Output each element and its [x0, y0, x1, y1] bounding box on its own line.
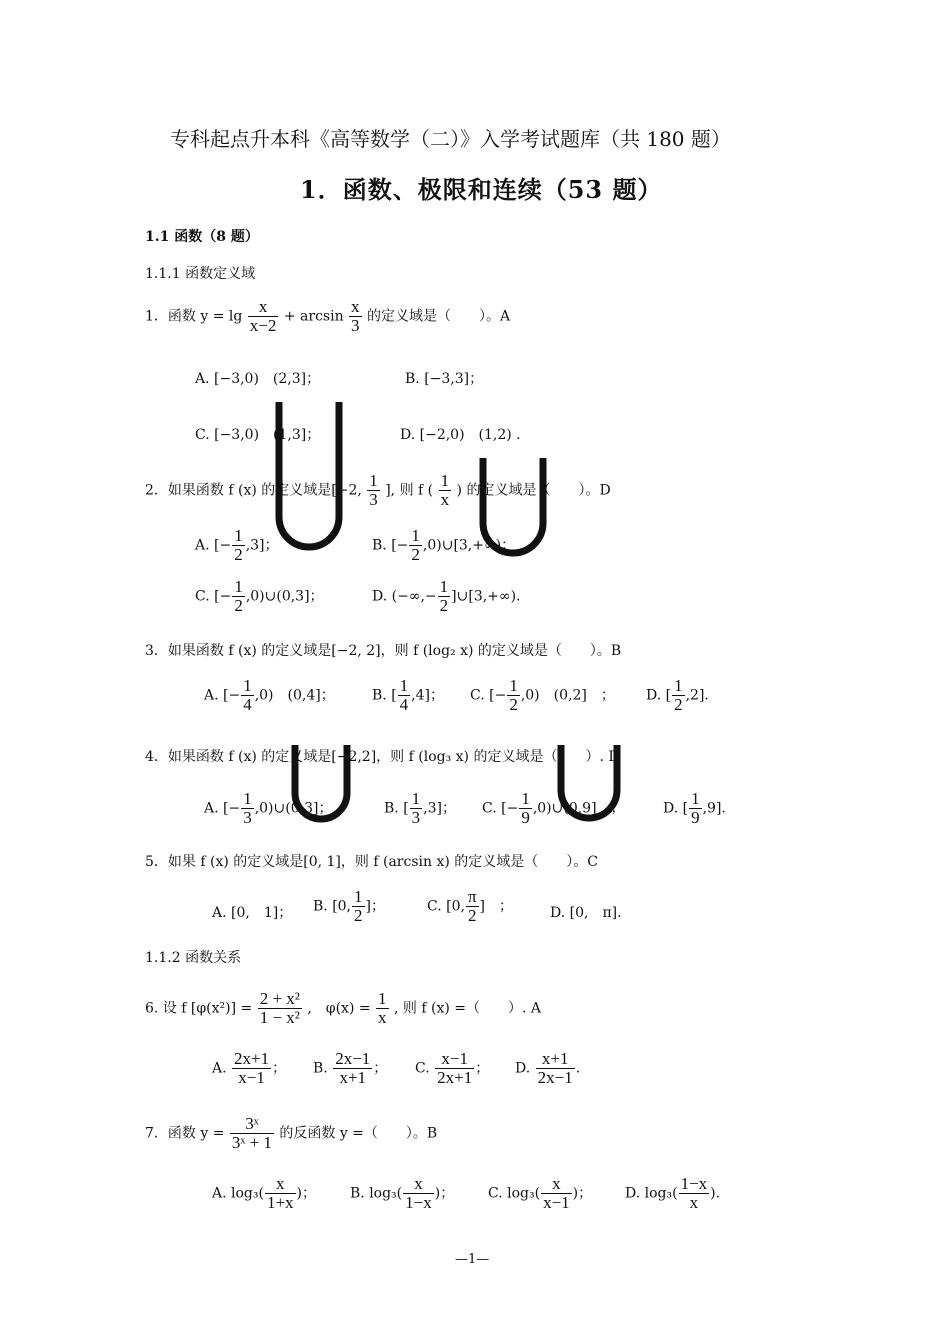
q3-option-a: A. [− $\frac{1}{4}$ ,0) (0,4]；	[204, 676, 335, 714]
q3-option-d: D. [ $\frac{1}{2}$ ,2].	[646, 676, 709, 714]
union-glyph-artifact-3	[290, 745, 352, 823]
chapter-heading: 1．函数、极限和连续（53 题）	[300, 175, 663, 204]
q5-option-c: C. [0, $\frac{\pi}{2}$ ] ；	[427, 887, 513, 925]
q2-option-c: C. [− $\frac{1}{2}$ ,0)∪(0,3]；	[195, 577, 324, 615]
q1-option-a: A. [−3,0) (2,3]；	[195, 371, 321, 387]
q2-frac1: $\frac{1}{3}$	[369, 471, 378, 509]
q1-option-c: C. [−3,0) (1,3]；	[195, 427, 321, 443]
q4-option-a: A. [− $\frac{1}{3}$ ,0)∪(0,3]；	[204, 789, 333, 827]
q1-mid: + arcsin	[283, 308, 344, 325]
q5-option-b: B. [0, $\frac{1}{2}$ ]；	[313, 887, 385, 925]
q1-prefix: 1．函数 y = lg	[145, 308, 243, 325]
q2-option-d: D. (−∞,− $\frac{1}{2}$ ]∪[3,+∞).	[372, 577, 521, 615]
union-glyph-artifact-1	[274, 402, 344, 552]
q2-option-a: A. [− $\frac{1}{2}$ ,3]；	[195, 526, 279, 564]
q2-option-b: B. [− $\frac{1}{2}$ ,0)∪[3,+∞)；	[372, 526, 516, 564]
q6-option-b: B. $\frac{2x-1}{x+1}$ ；	[313, 1049, 388, 1087]
q6-option-a: A. $\frac{2x+1}{x-1}$ ；	[212, 1049, 287, 1087]
union-glyph-artifact-4	[556, 745, 622, 823]
q1-option-d: D. [−2,0) (1,2) .	[400, 427, 521, 443]
q3-option-b: B. [ $\frac{1}{4}$ ,4]；	[372, 676, 444, 714]
q4-option-b: B. [ $\frac{1}{3}$ ,3]；	[384, 789, 456, 827]
q1-frac2: $\frac{x}{3}$	[351, 297, 360, 335]
question-5: 5．如果 f (x) 的定义域是[0, 1]，则 f (arcsin x) 的定义域是（ ）。C	[145, 854, 598, 870]
section-heading: 1.1 函数（8 题）	[145, 229, 259, 245]
q6-frac2: $\frac{1}{x}$	[378, 989, 387, 1027]
question-1	[145, 298, 510, 335]
q5-option-a: A. [0, 1]；	[212, 905, 293, 921]
subsection-heading-2: 1.1.2 函数关系	[145, 950, 242, 966]
question-6: 6. 设 f [φ(x²)] = $\frac{\text{2 + x²}}{\text{1 − x²}}$ , φ(x) = $\frac{1}{x}$ , 则 f (x) =（ ）. A	[145, 989, 541, 1027]
q7-option-c: C. log₃( $\frac{x}{x-1}$ )；	[488, 1174, 593, 1212]
q7-option-a: A. log₃( $\frac{x}{1+x}$ )；	[212, 1174, 317, 1212]
q4-option-d: D. [ $\frac{1}{9}$ ,9].	[663, 789, 726, 827]
q6-option-c: C. $\frac{x-1}{2x+1}$ ；	[415, 1049, 490, 1087]
q6-option-d: D. $\frac{x+1}{2x-1}$ .	[515, 1049, 581, 1087]
q7-option-b: B. log₃( $\frac{x}{1-x}$ )；	[350, 1174, 455, 1212]
q5-option-d: D. [0, π].	[550, 905, 622, 921]
q1-suffix: 的定义域是（ ）。A	[367, 308, 511, 325]
q4-option-c: C. [− $\frac{1}{9}$ ,0)∪(0,9] ；	[482, 789, 625, 827]
q7-frac: $\frac{\text{3ˣ}}{\text{3ˣ + 1}}$	[231, 1114, 272, 1152]
question-4: 4．如果函数 f (x) 的定义域是[−2,2]，则 f (log₃ x) 的定义域是（ ）. D	[145, 749, 620, 765]
q2-frac2: $\frac{1}{x}$	[440, 471, 450, 509]
q6-frac1: $\frac{\text{2 + x²}}{\text{1 − x²}}$	[259, 989, 300, 1027]
q3-option-c: C. [− $\frac{1}{2}$ ,0) (0,2] ；	[470, 676, 615, 714]
page-number: —1—	[455, 1252, 490, 1267]
question-7: 7．函数 y = $\frac{\text{3ˣ}}{\text{3ˣ + 1}}$ 的反函数 y =（ ）。B	[145, 1114, 438, 1152]
question-2: 2．如果函数 f (x) 的定义域是[−2, $\frac{1}{3}$ ], 则 f ( $\frac{1}{x}$ ) 的定义域是（ ）。D	[145, 471, 611, 509]
page-title: 专科起点升本科《高等数学（二）》入学考试题库（共 180 题）	[170, 127, 731, 151]
q1-option-b: B. [−3,3]；	[405, 371, 484, 387]
subsection-heading: 1.1.1 函数定义域	[145, 266, 256, 282]
union-glyph-artifact-2	[478, 458, 548, 558]
q7-option-d: D. log₃( $\frac{1-x}{x}$ ).	[625, 1174, 721, 1212]
question-3: 3．如果函数 f (x) 的定义域是[−2, 2]，则 f (log₂ x) 的定义域是（ ）。B	[145, 643, 622, 659]
q1-frac: $\frac{x}{x-2}$	[249, 297, 277, 335]
